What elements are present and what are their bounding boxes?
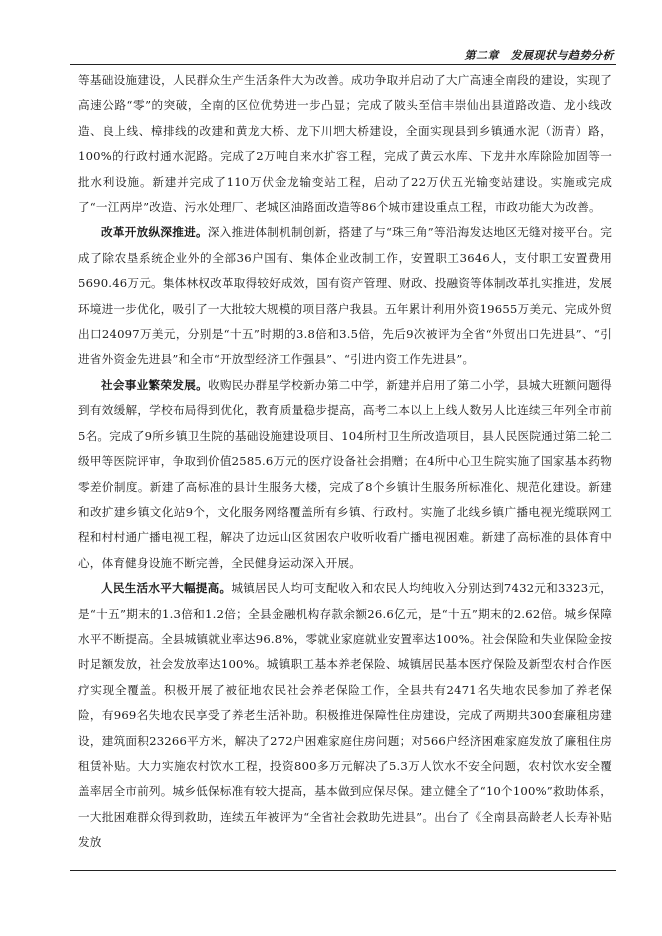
paragraph-lead: 人民生活水平大幅提高。 xyxy=(101,581,232,596)
page-header xyxy=(70,44,616,65)
paragraph-text: 深入推进体制机制创新，搭建了与“珠三角”等沿海发达地区无缝对接平台。完成了除农垦系统企业外的全部36户国有、集体企业改制工作，安置职工3646人，支付职工安置费用5690.46万元。集体林权改革取得较好成效，国有资产管理、财政、投融资等体制改革扎实推进，发展环境进一步优化，吸引了一大批较大规模的项目落户我县。五年累计利用外资19655万美元、完成外贸出口24097万美元，分别是“十五”时期的3.8倍和3.5倍，先后9次被评为全省“外贸出口先进县”、“引进省外资金先进县”和全市“开放型经济工作强县”、“引进内资工作先进县”。 xyxy=(78,225,612,367)
page-footer-rule xyxy=(70,870,616,871)
paragraph-reform-opening xyxy=(78,220,612,372)
paragraph-social-undertakings xyxy=(78,373,612,576)
chapter-title: 第二章 发展现状与趋势分析 xyxy=(464,49,614,62)
paragraph-lead: 社会事业繁荣发展。 xyxy=(101,377,208,392)
paragraph-text: 城镇居民人均可支配收入和农民人均纯收入分别达到7432元和3323元，是“十五”期末的1.3倍和1.2倍；全县金融机构存款余额26.6亿元，是“十五”期末的2.62倍。城乡保障水平不断提高。全县城镇就业率达96.8%，零就业家庭就业安置率达100%。社会保险和失业保险金按时足额发放，社会发放率达100%。城镇职工基本养老保险、城镇居民基本医疗保险及新型农村合作医疗实现全覆盖。积极开展了被征地农民社会养老保险工作，全县共有2471名失地农民参加了养老保险，有969名失地农民享受了养老生活补助。积极推进保障性住房建设，完成了两期共300套廉租房建设，建筑面积23266平方米，解决了272户困难家庭住房问题；对566户经济困难家庭发放了廉租住房租赁补贴。大力实施农村饮水工程，投资800多万元解决了5.3万人饮水不安全问题，农村饮水安全覆盖率居全市前列。城乡低保标准有较大提高，基本做到应保尽保。建立健全了“10个100%”救助体系，一大批困难群众得到救助，连续五年被评为“全省社会救助先进县”。出台了《全南县高龄老人长寿补贴发放 xyxy=(78,581,612,850)
document-body xyxy=(78,68,612,856)
paragraph-living-standards xyxy=(78,576,612,855)
paragraph-infrastructure xyxy=(78,68,612,220)
paragraph-text: 收购民办群星学校新办第二中学，新建并启用了第二小学，县城大班额问题得到有效缓解，学校布局得到优化，教育质量稳步提高，高考二本以上上线人数另人比连续三年列全市前5名。完成了9所乡镇卫生院的基础设施建设项目、104所村卫生所改造项目，县人民医院通过第二轮二级甲等医院评审，争取到价值2585.6万元的医疗设备社会捐赠；在4所中心卫生院实施了国家基本药物零差价制度。新建了高标准的县计生服务大楼，完成了8个乡镇计生服务所标准化、规范化建设。新建和改扩建乡镇文化站9个，文化服务网络覆盖所有乡镇、行政村。实施了北线乡镇广播电视光缆联网工程和村村通广播电视工程，解决了边远山区贫困农户收听收看广播电视困难。新建了高标准的县体育中心，体育健身设施不断完善，全民健身运动深入开展。 xyxy=(78,377,612,570)
paragraph-lead: 改革开放纵深推进。 xyxy=(101,225,208,240)
paragraph-text: 等基础设施建设，人民群众生产生活条件大为改善。成功争取并启动了大广高速全南段的建设，实现了高速公路“零”的突破，全南的区位优势进一步凸显；完成了陂头至信丰崇仙出县道路改造、龙小线改造、良上线、樟排线的改建和黄龙大桥、龙下川垇大桥建设，全面实现县到乡镇通水泥（沥青）路，100%的行政村通水泥路。完成了2万吨自来水扩容工程，完成了黄云水库、下龙井水库除险加固等一批水利设施。新建并完成了110万伏金龙输变站工程，启动了22万伏五光输变站建设。实施或完成了“一江两岸”改造、污水处理厂、老城区油路面改造等86个城市建设重点工程，市政功能大为改善。 xyxy=(78,73,612,215)
